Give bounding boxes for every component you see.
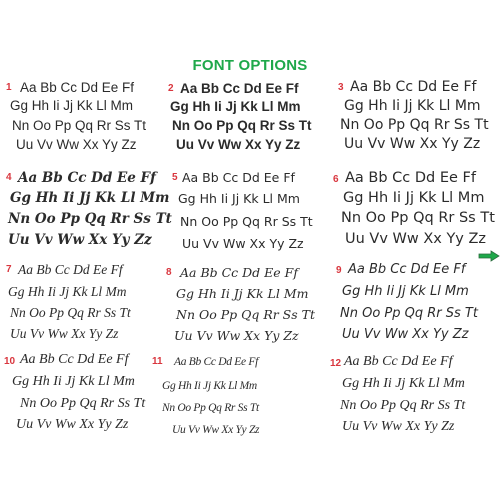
- font-number: 7: [6, 264, 12, 275]
- sample-line: Uu Vv Ww Xx Yy Zz: [172, 424, 260, 436]
- font-number: 10: [4, 356, 16, 367]
- font-option-8: [166, 265, 331, 350]
- sample-line: Gg Hh Ii Jj Kk Ll Mm: [176, 286, 309, 301]
- sample-line: Uu Vv Ww Xx Yy Zz: [16, 417, 129, 432]
- sample-line: Uu Vv Ww Xx Yy Zz: [8, 232, 152, 248]
- font-number: 6: [333, 174, 339, 185]
- font-number: 3: [338, 82, 344, 93]
- sample-line: Nn Oo Pp Qq Rr Ss Tt: [162, 402, 259, 414]
- font-number: 9: [336, 265, 342, 276]
- sample-line: Aa Bb Cc Dd Ee Ff: [18, 262, 123, 277]
- font-option-5: [172, 170, 332, 255]
- font-option-6: [333, 170, 495, 255]
- sample-line: Aa Bb Cc Dd Ee Ff: [174, 356, 259, 368]
- sample-line: Nn Oo Pp Qq Rr Ss Tt: [172, 118, 312, 133]
- sample-line: Gg Hh Ii Jj Kk Ll Mm: [170, 99, 301, 114]
- font-number: 8: [166, 267, 172, 278]
- font-option-9: [336, 262, 496, 347]
- font-option-12: [330, 354, 498, 439]
- sample-line: Nn Oo Pp Qq Rr Ss Tt: [10, 305, 131, 320]
- sample-line: Aa Bb Cc Dd Ee Ff: [348, 262, 466, 277]
- font-number: 4: [6, 172, 12, 183]
- sample-line: Gg Hh Ii Jj Kk Ll Mm: [10, 98, 134, 113]
- font-number: 1: [6, 82, 12, 93]
- font-number: 2: [168, 83, 174, 94]
- sample-line: Aa Bb Cc Dd Ee Ff: [180, 81, 299, 96]
- sample-line: Gg Hh Ii Jj Kk Ll Mm: [178, 191, 300, 206]
- sample-line: Gg Hh Ii Jj Kk Ll Mm: [162, 380, 257, 392]
- font-number: 5: [172, 172, 178, 183]
- sample-line: Gg Hh Ii Jj Kk Ll Mm: [10, 190, 170, 206]
- sample-line: Aa Bb Cc Dd Ee Ff: [18, 170, 156, 186]
- sample-line: Uu Vv Ww Xx Yy Zz: [182, 236, 304, 251]
- sample-line: Nn Oo Pp Qq Rr Ss Tt: [12, 118, 147, 133]
- sample-line: Gg Hh Ii Jj Kk Ll Mm: [342, 284, 469, 299]
- sample-line: Uu Vv Ww Xx Yy Zz: [10, 326, 119, 341]
- sample-line: Gg Hh Ii Jj Kk Ll Mm: [8, 284, 127, 299]
- font-number: 12: [330, 358, 342, 369]
- sample-line: Aa Bb Cc Dd Ee Ff: [182, 170, 295, 185]
- sample-line: Aa Bb Cc Dd Ee Ff: [180, 265, 298, 280]
- sample-line: Nn Oo Pp Qq Rr Ss Tt: [20, 396, 146, 411]
- sample-line: Uu Vv Ww Xx Yy Zz: [342, 419, 455, 434]
- font-number: 11: [152, 356, 163, 367]
- font-option-4: [6, 170, 172, 255]
- sample-line: Nn Oo Pp Qq Rr Ss Tt: [340, 398, 466, 413]
- sample-line: Nn Oo Pp Qq Rr Ss Tt: [180, 214, 313, 229]
- sample-line: Aa Bb Cc Dd Ee Ff: [344, 354, 453, 369]
- sample-line: Uu Vv Ww Xx Yy Zz: [345, 231, 487, 247]
- sample-line: Uu Vv Ww Xx Yy Zz: [174, 328, 299, 343]
- sample-line: Nn Oo Pp Qq Rr Ss Tt: [8, 211, 172, 227]
- sample-line: Nn Oo Pp Qq Rr Ss Tt: [340, 117, 489, 133]
- sample-line: Uu Vv Ww Xx Yy Zz: [342, 327, 469, 342]
- font-option-1: [6, 80, 166, 160]
- sample-line: Nn Oo Pp Qq Rr Ss Tt: [340, 306, 478, 321]
- font-option-2: [168, 80, 328, 160]
- sample-line: Aa Bb Cc Dd Ee Ff: [345, 170, 476, 186]
- sample-line: Uu Vv Ww Xx Yy Zz: [344, 136, 481, 152]
- sample-line: Gg Hh Ii Jj Kk Ll Mm: [343, 190, 485, 206]
- sample-line: Nn Oo Pp Qq Rr Ss Tt: [341, 210, 495, 226]
- sample-line: Gg Hh Ii Jj Kk Ll Mm: [12, 374, 135, 389]
- page-title: FONT OPTIONS: [192, 57, 308, 74]
- sample-line: Uu Vv Ww Xx Yy Zz: [176, 137, 301, 152]
- sample-line: Gg Hh Ii Jj Kk Ll Mm: [342, 376, 465, 391]
- font-option-10: [4, 352, 166, 437]
- sample-line: Uu Vv Ww Xx Yy Zz: [16, 137, 137, 152]
- sample-line: Aa Bb Cc Dd Ee Ff: [20, 80, 135, 95]
- font-option-11: [152, 354, 332, 439]
- font-option-7: [6, 262, 166, 347]
- sample-line: Gg Hh Ii Jj Kk Ll Mm: [344, 98, 481, 114]
- arrow-right-icon: [478, 250, 500, 262]
- sample-line: Aa Bb Cc Dd Ee Ff: [20, 352, 129, 367]
- sample-line: Nn Oo Pp Qq Rr Ss Tt: [176, 307, 315, 322]
- font-option-3: [338, 78, 498, 158]
- sample-line: Aa Bb Cc Dd Ee Ff: [350, 79, 477, 95]
